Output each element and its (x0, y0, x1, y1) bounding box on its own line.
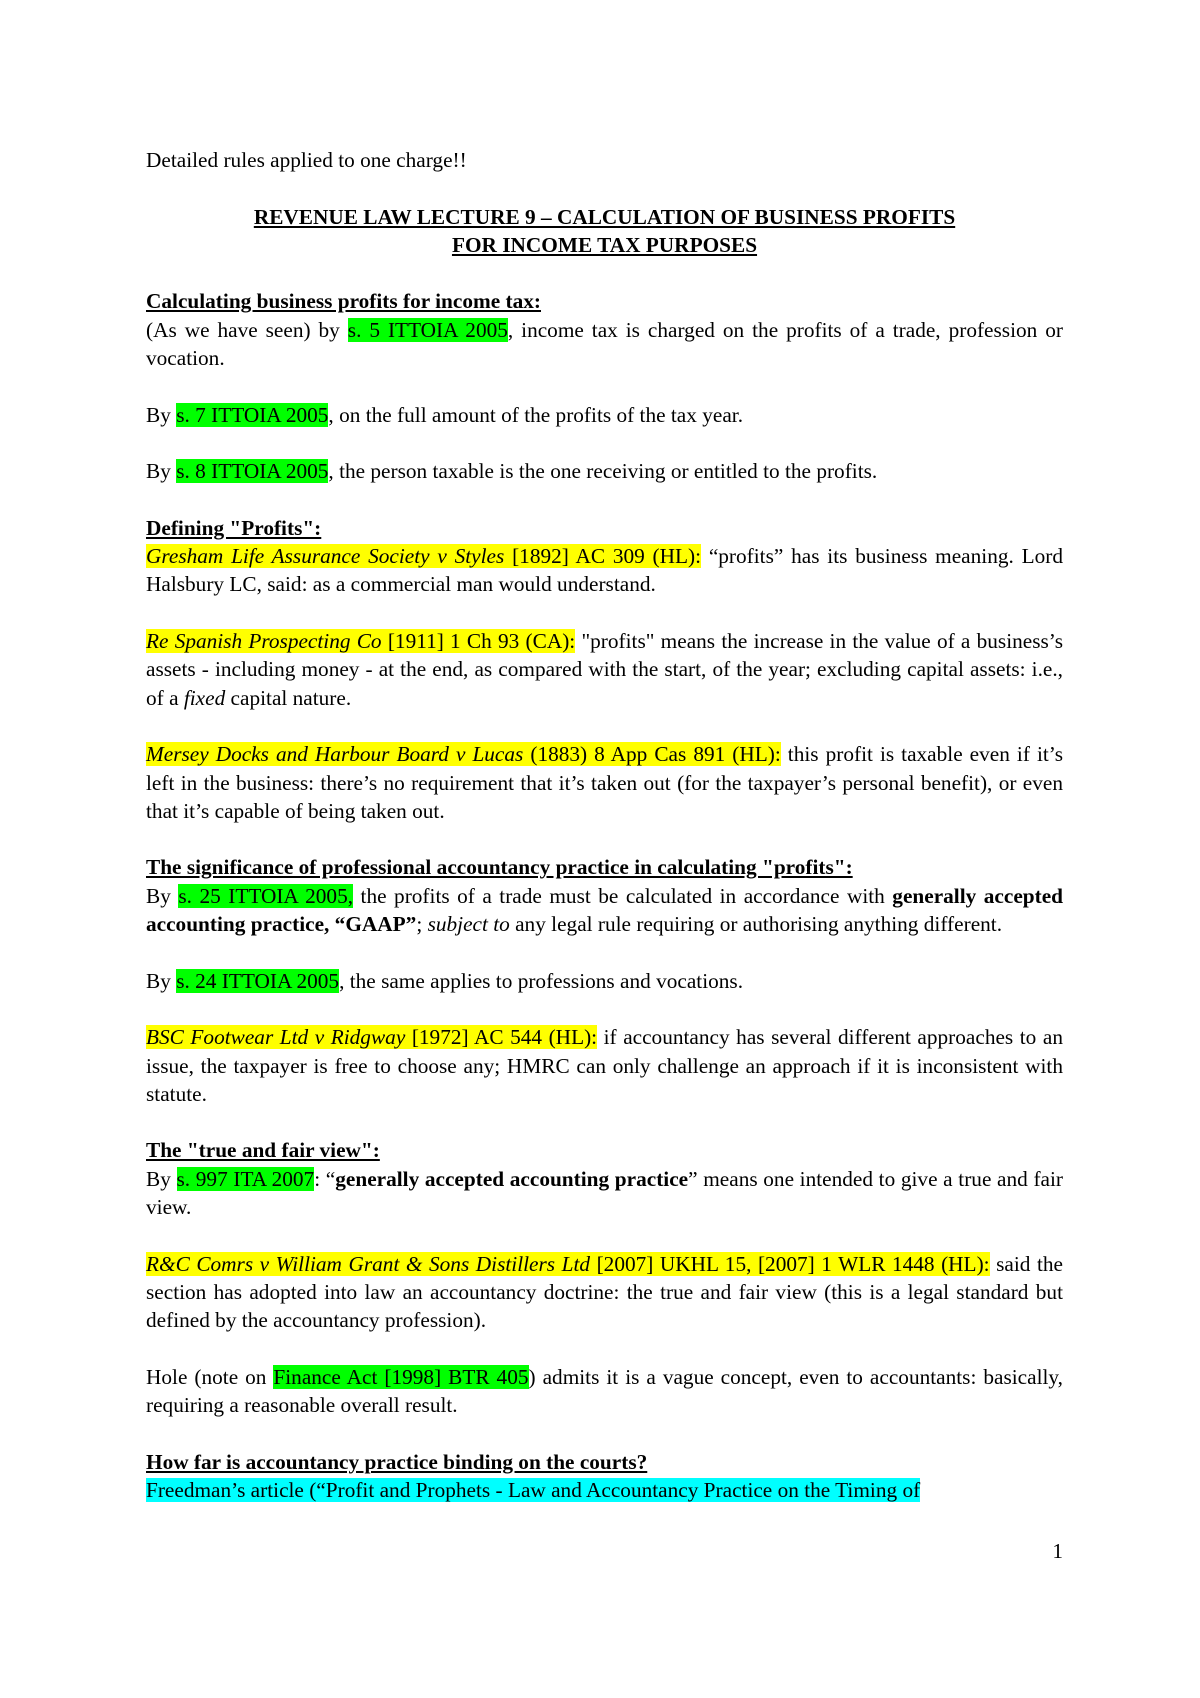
case-name-spanish-prospecting: Re Spanish Prospecting Co (146, 629, 382, 654)
heading-defining-profits: Defining "Profits": (146, 515, 322, 540)
case-william-grant: R&C Comrs v William Grant & Sons Distillers Ltd [2007] UKHL 15, [2007] 1 WLR 1448 (HL): said the section has adopted into law an accountancy doctrine: the true and fair view (this is a legal standard but defined by the accountancy profession). (146, 1251, 1063, 1333)
intro-note: Detailed rules applied to one charge!! (146, 148, 467, 172)
case-gresham: Gresham Life Assurance Society v Styles [1892] AC 309 (HL): “profits” has its business meaning. Lord Halsbury LC, said: as a commercial man would understand. (146, 544, 1063, 597)
title-line-1: REVENUE LAW LECTURE 9 – CALCULATION OF BUSINESS PROFITS (253, 204, 956, 229)
paragraph-s25: By s. 25 ITTOIA 2005, the profits of a trade must be calculated in accordance with generally accepted accounting practice, “GAAP”; subject to any legal rule requiring or authorising anything different. (146, 883, 1064, 937)
paragraph-s997: By s. 997 ITA 2007: “generally accepted accounting practice” means one intended to give a true and fair view. (146, 1166, 1063, 1219)
page-number: 1 (1052, 1539, 1063, 1563)
paragraph-s24: By s. 24 ITTOIA 2005, the same applies to professions and vocations. (146, 968, 744, 993)
citation-s8-ittoia: s. 8 ITTOIA 2005 (176, 459, 329, 484)
paragraph-s7: By s. 7 ITTOIA 2005, on the full amount of the profits of the tax year. (146, 402, 744, 427)
paragraph-s8: By s. 8 ITTOIA 2005, the person taxable is the one receiving or entitled to the profits. (146, 459, 878, 484)
case-name-mersey-docks: Mersey Docks and Harbour Board v Lucas (146, 742, 524, 767)
case-name-gresham: Gresham Life Assurance Society v Styles (146, 544, 505, 569)
case-bsc-footwear: BSC Footwear Ltd v Ridgway [1972] AC 544 (HL): if accountancy has several different approaches to an issue, the taxpayer is free to choose any; HMRC can only challenge an approach if it is inconsistent with statute. (146, 1025, 1063, 1106)
citation-finance-act-btr: Finance Act [1998] BTR 405 (273, 1364, 529, 1389)
paragraph-hole-note: Hole (note on Finance Act [1998] BTR 405) admits it is a vague concept, even to accountants: basically, requiring a reasonable overall result. (146, 1364, 1063, 1418)
freedman-article-reference: Freedman’s article (“Profit and Prophets - Law and Accountancy Practice on the Timing of (146, 1477, 921, 1502)
title-line-2: FOR INCOME TAX PURPOSES (451, 232, 758, 257)
heading-accountancy-practice: The significance of professional accountancy practice in calculating "profits": (146, 855, 853, 880)
heading-binding-on-courts: How far is accountancy practice binding on the courts? (146, 1449, 648, 1474)
citation-s997-ita: s. 997 ITA 2007 (176, 1166, 315, 1191)
case-name-william-grant: R&C Comrs v William Grant & Sons Distillers Ltd (146, 1251, 591, 1276)
case-mersey-docks: Mersey Docks and Harbour Board v Lucas (1883) 8 App Cas 891 (HL): this profit is taxable even if it’s left in the business: there’s no requirement that it’s taken out (for the taxpayer’s personal benefit), or even that it’s capable of being taken out. (146, 742, 1063, 823)
paragraph-s5: (As we have seen) by s. 5 ITTOIA 2005, income tax is charged on the profits of a trade, profession or vocation. (146, 317, 1063, 371)
case-name-bsc-footwear: BSC Footwear Ltd v Ridgway (146, 1025, 406, 1050)
citation-s5-ittoia: s. 5 ITTOIA 2005 (347, 317, 508, 342)
case-spanish-prospecting: Re Spanish Prospecting Co [1911] 1 Ch 93 (CA): "profits" means the increase in the value of a business’s assets - including money - at the end, as compared with the start, of the year; excluding capital assets: i.e., of a fixed capital nature. (146, 629, 1063, 710)
paragraph-freedman-article (146, 1476, 1063, 1504)
citation-s24-ittoia: s. 24 ITTOIA 2005 (176, 968, 340, 993)
heading-true-and-fair-view: The "true and fair view": (146, 1138, 380, 1163)
heading-calculating-profits: Calculating business profits for income tax: (146, 289, 541, 314)
document-page (146, 146, 1063, 1504)
citation-s7-ittoia: s. 7 ITTOIA 2005 (176, 402, 329, 427)
citation-s25-ittoia: s. 25 ITTOIA 2005, (178, 883, 354, 908)
